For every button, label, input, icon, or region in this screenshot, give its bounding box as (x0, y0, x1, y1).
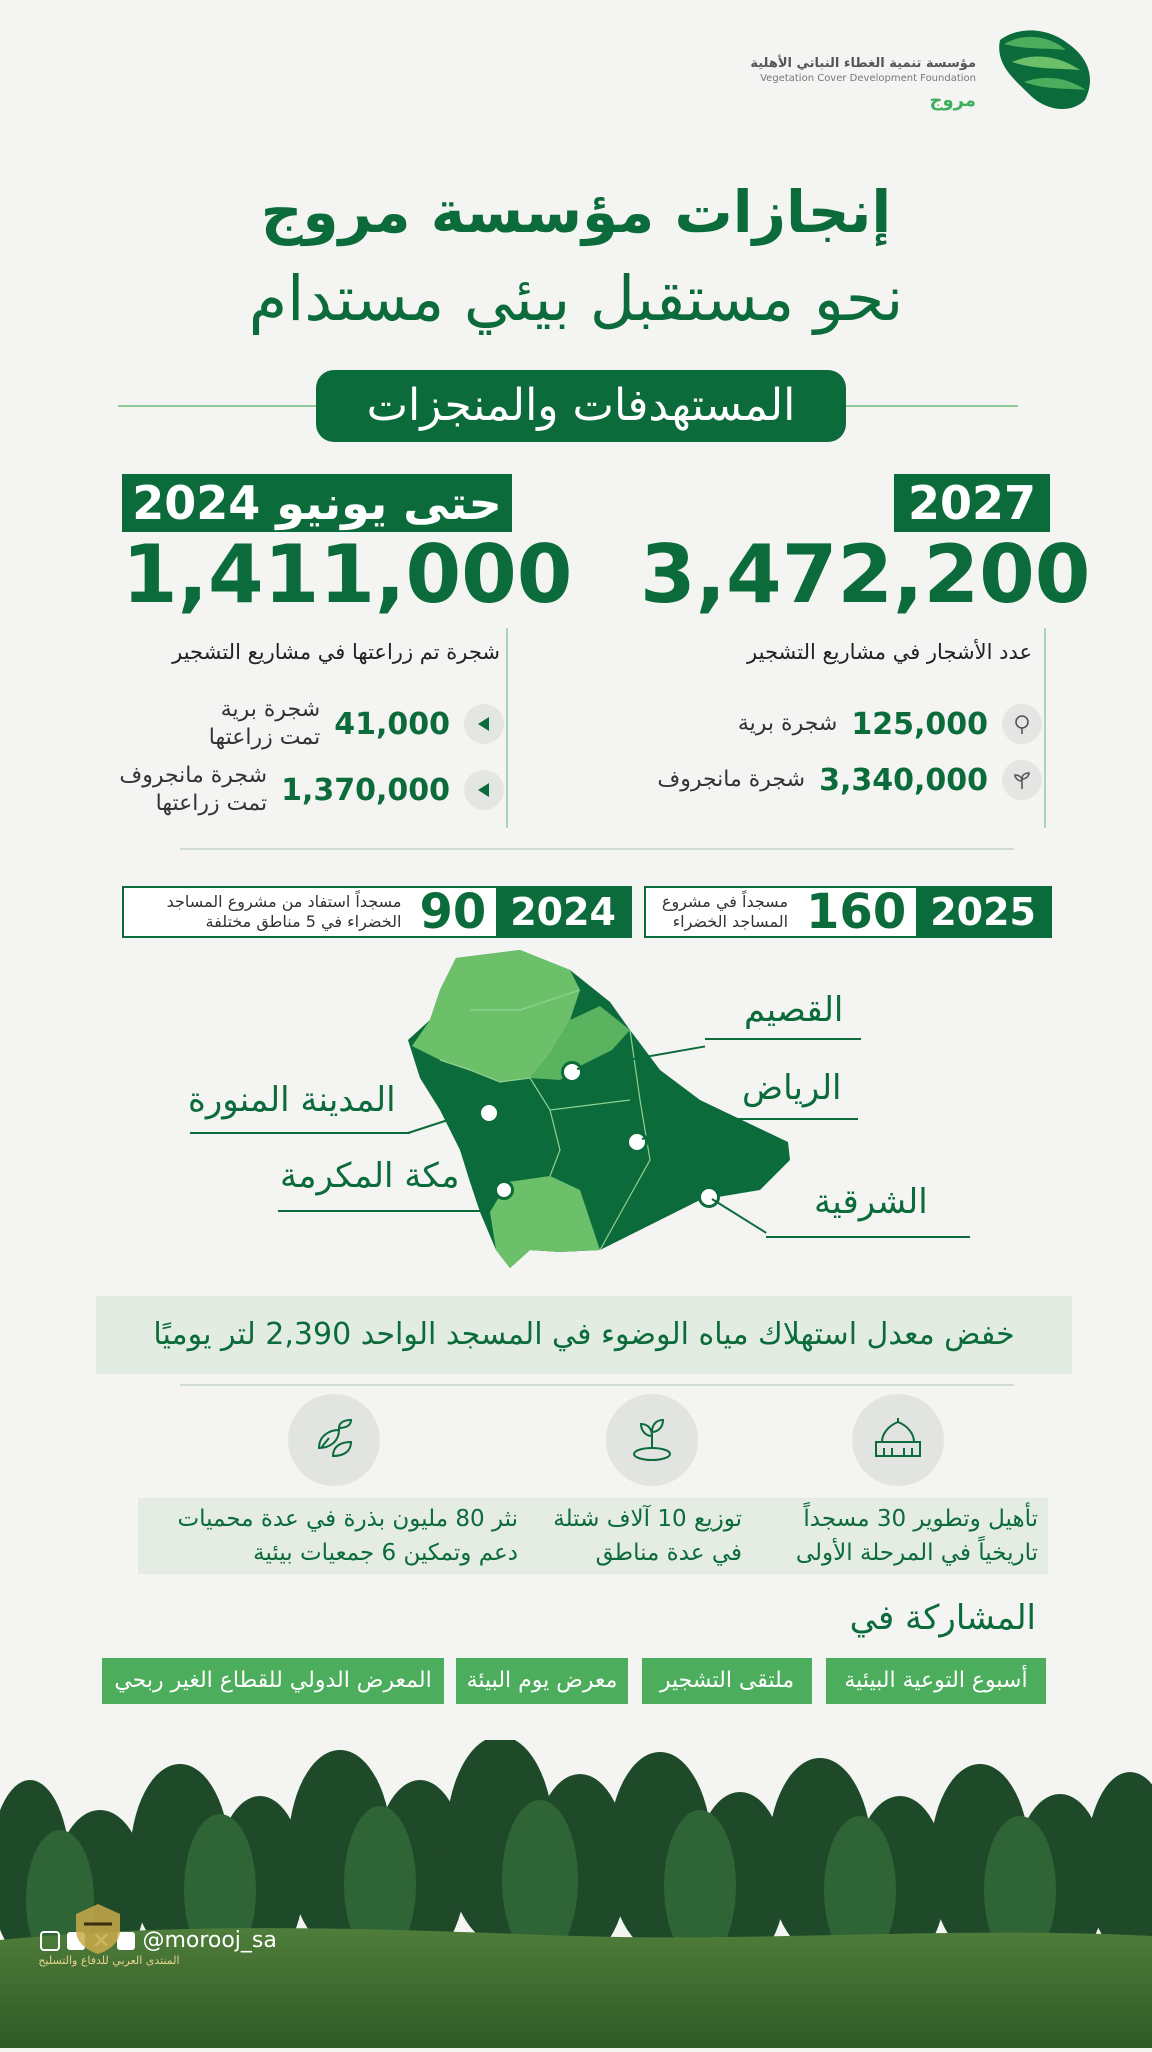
achieved-wild-label (209, 696, 320, 752)
sprout-icon (1002, 760, 1042, 800)
page-title: إنجازات مؤسسة مروج (260, 178, 892, 246)
target-label: عدد الأشجار في مشاريع التشجير (747, 640, 1032, 664)
logo-text (750, 56, 976, 111)
logo-mark (990, 20, 1100, 120)
leader-qassim-h (705, 1038, 861, 1040)
logo-english-name: Vegetation Cover Development Foundation (760, 73, 976, 84)
event-chip: ملتقى التشجير (642, 1658, 812, 1704)
mosques-2024-value: 90 (419, 884, 487, 940)
feature-seeds-line-1: نثر 80 مليون بذرة في عدة محميات (177, 1506, 518, 1532)
event-chip: أسبوع التوعية البيئية (826, 1658, 1046, 1704)
forest-background (0, 1740, 1152, 2048)
saudi-map (400, 950, 800, 1270)
mosques-2025-bar (644, 886, 1052, 938)
target-item-wild (738, 704, 1042, 744)
marker-riyadh (626, 1131, 648, 1153)
region-label-eastern: الشرقية (814, 1182, 928, 1222)
mosques-2025-text-2: المساجد الخضراء (672, 912, 789, 931)
tree-icon (1002, 704, 1042, 744)
mosques-2025-text (654, 888, 796, 936)
achieved-wild-label-2: تمت زراعتها (208, 725, 321, 750)
achieved-year-badge: حتى يونيو 2024 (122, 474, 512, 532)
arrow-left-icon (464, 770, 504, 810)
water-savings-banner: خفض معدل استهلاك مياه الوضوء في المسجد الواحد 2,390 لتر يوميًا (96, 1296, 1072, 1374)
leader-makkah (278, 1210, 488, 1212)
achieved-wild-label-1: شجرة برية (220, 697, 321, 722)
instagram-icon[interactable] (40, 1931, 60, 1951)
achieved-mangrove-label (119, 762, 267, 818)
achieved-mangrove-label-2: تمت زراعتها (155, 791, 268, 816)
target-mangrove-value: 3,340,000 (819, 762, 988, 798)
feature-seedlings-line-1: توزيع 10 آلاف شتلة (553, 1506, 742, 1532)
mosques-2025-value: 160 (806, 884, 907, 940)
seedling-icon (606, 1394, 698, 1486)
divider (180, 848, 1014, 850)
region-label-riyadh: الرياض (742, 1068, 842, 1108)
marker-makkah (494, 1180, 514, 1200)
participation-title: المشاركة في (849, 1598, 1036, 1638)
event-chip: المعرض الدولي للقطاع الغير ربحي (102, 1658, 444, 1704)
feature-seeds-line-2: دعم وتمكين 6 جمعيات بيئية (253, 1540, 518, 1566)
achieved-total: 1,411,000 (122, 528, 573, 621)
target-mangrove-label: شجرة مانجروف (657, 767, 806, 792)
social-handle-text: @morooj_sa (142, 1928, 277, 1953)
forum-watermark-emblem (70, 1900, 126, 1956)
achieved-wild-value: 41,000 (334, 706, 450, 742)
target-total: 3,472,200 (640, 528, 1091, 621)
arrow-left-icon (464, 704, 504, 744)
marker-madinah (478, 1102, 500, 1124)
feature-mosques-line-1: تأهيل وتطوير 30 مسجداً (803, 1506, 1038, 1532)
page-subtitle: نحو مستقبل بيئي مستدام (248, 262, 904, 335)
feature-mosques (752, 1498, 1048, 1574)
logo-brand: مروج (929, 90, 976, 111)
mosques-2024-bar (122, 886, 632, 938)
target-wild-value: 125,000 (851, 706, 988, 742)
feature-mosques-line-2: تاريخياً في المرحلة الأولى (795, 1540, 1038, 1566)
mosques-2025-text-1: مسجداً في مشروع (661, 892, 789, 911)
mosques-2024-text (159, 888, 410, 936)
leader-eastern-h (766, 1236, 970, 1238)
leaves-icon (288, 1394, 380, 1486)
achieved-mangrove-value: 1,370,000 (281, 772, 450, 808)
region-label-qassim: القصيم (744, 990, 844, 1030)
achieved-item-wild (209, 696, 504, 752)
mosques-2024-year: 2024 (496, 888, 630, 936)
region-label-makkah: مكة المكرمة (280, 1156, 460, 1196)
feature-seeds (138, 1498, 528, 1574)
divider (180, 1384, 1014, 1386)
target-item-mangrove (657, 760, 1042, 800)
feature-seedlings-line-2: في عدة مناطق (595, 1540, 742, 1566)
leader-madinah (190, 1132, 410, 1134)
achieved-label: شجرة تم زراعتها في مشاريع التشجير (172, 640, 500, 664)
mosques-2025-year: 2025 (916, 888, 1050, 936)
target-wild-label: شجرة برية (737, 711, 838, 736)
achieved-item-mangrove (119, 762, 504, 818)
mosques-2024-text-2: الخضراء في 5 مناطق مختلفة (205, 912, 402, 931)
region-label-madinah: المدينة المنورة (188, 1080, 396, 1120)
logo-arabic-name: مؤسسة تنمية الغطاء النباتي الأهلية (750, 56, 976, 71)
marker-eastern (698, 1186, 720, 1208)
achieved-mangrove-label-1: شجرة مانجروف (119, 763, 268, 788)
leader-riyadh-h (698, 1118, 858, 1120)
feature-seedlings (526, 1498, 752, 1574)
marker-qassim (561, 1061, 583, 1083)
event-chip: معرض يوم البيئة (456, 1658, 628, 1704)
forum-watermark-text: المنتدى العربي للدفاع والتسليح (38, 1954, 180, 1967)
achieved-column-line (506, 628, 508, 828)
target-year-badge: 2027 (894, 474, 1050, 532)
target-column-line (1044, 628, 1046, 828)
section-pill: المستهدفات والمنجزات (316, 370, 846, 442)
mosques-2024-text-1: مسجداً استفاد من مشروع المساجد (166, 892, 402, 911)
mosque-icon (852, 1394, 944, 1486)
